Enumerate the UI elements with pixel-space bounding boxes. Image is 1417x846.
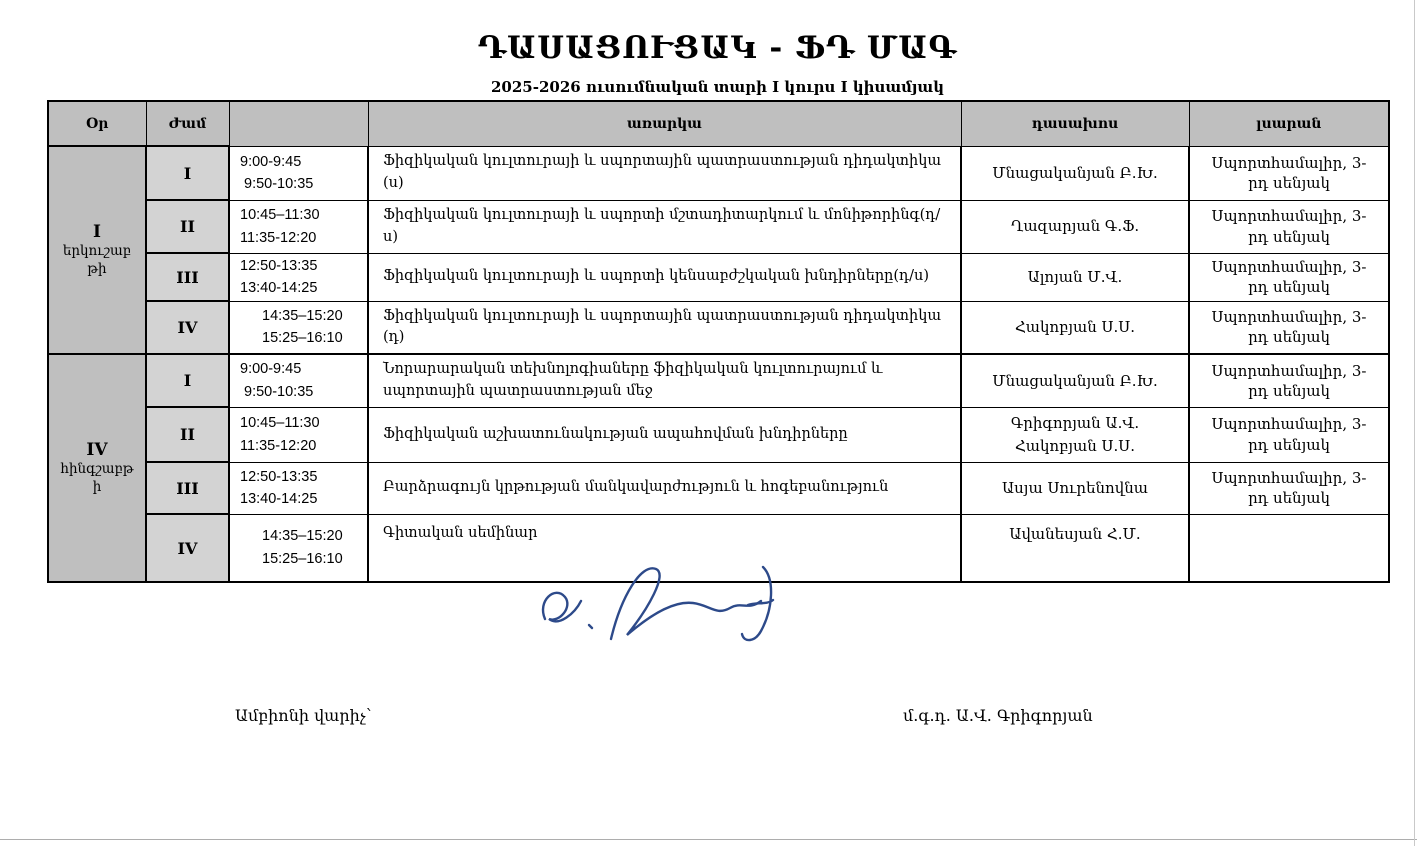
- lecturer-cell: Մնացականյան Բ.Խ.: [961, 354, 1189, 407]
- day-cell-thursday: [48, 354, 146, 582]
- footer-signatory-name: մ.գ.դ. Ա.Վ. Գրիգորյան: [903, 706, 1093, 725]
- time-cell: [229, 407, 368, 462]
- page-right-edge: [1414, 0, 1415, 846]
- time-cell: [229, 354, 368, 407]
- period-cell: IV: [146, 514, 229, 582]
- time-line2: 11:35-12:20: [240, 437, 317, 454]
- room-cell: Սպորտհամալիր, 3-րդ սենյակ: [1189, 253, 1389, 301]
- time-line2: 9:50-10:35: [244, 176, 314, 192]
- lecturer-cell: Մնացականյան Բ.Խ.: [961, 146, 1189, 200]
- subject-cell: Ֆիզիկական աշխատունակության ապահովման խնդիրները: [368, 407, 961, 462]
- col-header-lecturer: դասախոս: [961, 101, 1189, 146]
- table-row: [48, 253, 1389, 301]
- page-bottom-edge: [0, 839, 1417, 840]
- room-cell: Սպորտհամալիր, 3-րդ սենյակ: [1189, 146, 1389, 200]
- table-row: [48, 146, 1389, 200]
- time-cell: [229, 253, 368, 301]
- day-roman: IV: [86, 439, 108, 460]
- time-line2: 13:40-14:25: [240, 491, 318, 507]
- subject-cell: Բարձրագույն կրթության մանկավարժություն և հոգեբանություն: [368, 462, 961, 514]
- lecturer-cell: Ասյա Սուրենովնա: [961, 462, 1189, 514]
- schedule-table: [47, 100, 1390, 583]
- subject-cell: Ֆիզիկական կուլտուրայի և սպորտի կենսաբժշկական խնդիրները(դ/ս): [368, 253, 961, 301]
- col-header-day: Օր: [48, 101, 146, 146]
- table-header-row: [48, 101, 1389, 146]
- time-line1: 10:45–11:30: [240, 207, 320, 224]
- table-row: [48, 462, 1389, 514]
- period-cell: II: [146, 200, 229, 253]
- col-header-subject: առարկա: [368, 101, 961, 146]
- table-row: [48, 354, 1389, 407]
- subject-cell: Գիտական սեմինար: [368, 514, 961, 582]
- col-header-hour: Ժամ: [146, 101, 229, 146]
- room-cell: Սպորտհամալիր, 3-րդ սենյակ: [1189, 407, 1389, 462]
- time-cell: [229, 301, 368, 354]
- table-row: [48, 301, 1389, 354]
- time-line2: 11:35-12:20: [240, 229, 317, 246]
- lecturer-cell: Հակոբյան Ս.Ս.: [961, 301, 1189, 354]
- col-header-room: լսարան: [1189, 101, 1389, 146]
- time-cell: [229, 462, 368, 514]
- page-title: ԴԱՍԱՑՈՒՑԱԿ - ՖԴ ՄԱԳ: [477, 30, 958, 66]
- room-cell: Սպորտհամալիր, 3-րդ սենյակ: [1189, 301, 1389, 354]
- lecturer-cell: Ղազարյան Գ.Ֆ.: [961, 200, 1189, 253]
- time-cell: [229, 146, 368, 200]
- day-name: երկուշաբթի: [62, 242, 132, 277]
- subject-cell: Նորարարական տեխնոլոգիաները ֆիզիկական կուլտուրայում և սպորտային պատրաստության մեջ: [368, 354, 961, 407]
- time-line2: 9:50-10:35: [244, 383, 314, 400]
- table-row: [48, 407, 1389, 462]
- subject-cell: Ֆիզիկական կուլտուրայի և սպորտի մշտադիտարկում և մոնիթորինգ(դ/ս): [368, 200, 961, 253]
- time-line1: 10:45–11:30: [240, 415, 320, 432]
- day-cell-monday: [48, 146, 146, 354]
- page-subtitle: 2025-2026 ուսումնական տարի I կուրս I կիսամյակ: [490, 78, 944, 96]
- lecturer-cell: [961, 407, 1189, 462]
- lecturer-line1: Գրիգորյան Ա.Վ.: [1010, 414, 1140, 432]
- subject-cell: Ֆիզիկական կուլտուրայի և սպորտային պատրաստության դիդակտիկա (ս): [368, 146, 961, 200]
- period-cell: I: [146, 146, 229, 200]
- time-line1: 12:50-13:35: [240, 468, 318, 485]
- lecturer-line2: Հակոբյան Ս.Ս.: [1014, 436, 1136, 455]
- subject-cell: Ֆիզիկական կուլտուրայի և սպորտային պատրաստության դիդակտիկա (դ): [368, 301, 961, 354]
- room-cell: Սպորտհամալիր, 3-րդ սենյակ: [1189, 200, 1389, 253]
- time-line2: 15:25–16:10: [262, 330, 343, 347]
- room-cell: Սպորտհամալիր, 3-րդ սենյակ: [1189, 462, 1389, 514]
- time-line2: 15:25–16:10: [262, 550, 343, 567]
- time-cell: [229, 200, 368, 253]
- lecturer-cell: Ավանեսյան Հ.Մ.: [961, 514, 1189, 582]
- day-name: հինգշաբթի: [60, 460, 134, 495]
- room-cell: [1189, 514, 1389, 582]
- time-line1: 12:50-13:35: [240, 257, 318, 274]
- time-line1: 9:00-9:45: [240, 361, 302, 378]
- period-cell: II: [146, 407, 229, 462]
- col-header-time: [229, 101, 368, 146]
- room-cell: Սպորտհամալիր, 3-րդ սենյակ: [1189, 354, 1389, 407]
- handwritten-signature: [515, 545, 795, 667]
- footer-department-head: Ամբիոնի վարիչ`: [235, 706, 374, 725]
- lecturer-cell: Ալոյան Մ.Վ.: [961, 253, 1189, 301]
- period-cell: IV: [146, 301, 229, 354]
- time-line1: 14:35–15:20: [262, 528, 343, 545]
- time-line1: 14:35–15:20: [262, 307, 343, 324]
- time-cell: [229, 514, 368, 582]
- period-cell: I: [146, 354, 229, 407]
- time-line1: 9:00-9:45: [240, 153, 302, 170]
- time-line2: 13:40-14:25: [240, 280, 318, 296]
- day-roman: I: [93, 221, 101, 242]
- period-cell: III: [146, 462, 229, 514]
- table-row: [48, 200, 1389, 253]
- period-cell: III: [146, 253, 229, 301]
